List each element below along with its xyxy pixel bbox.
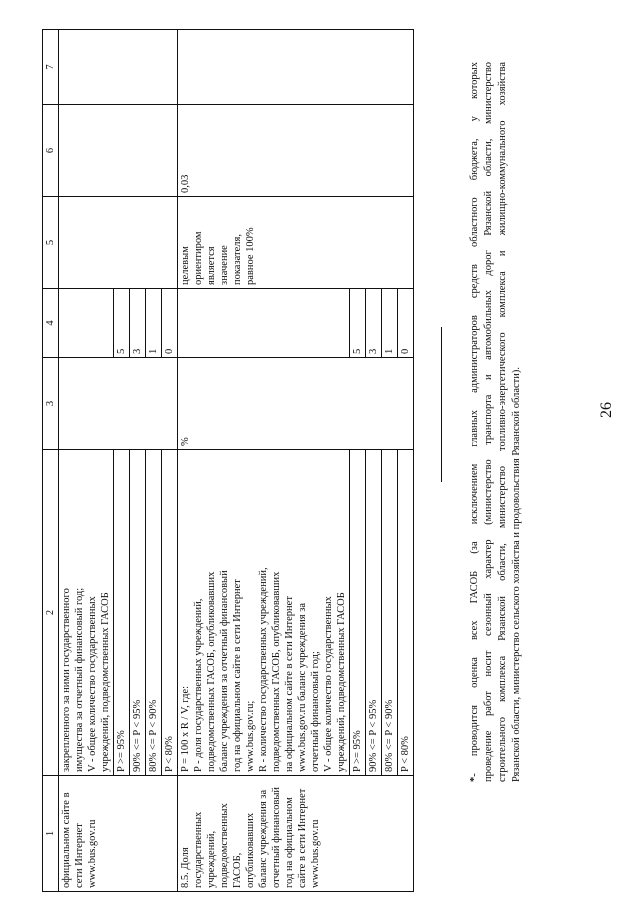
header-col-2: 2 xyxy=(43,450,59,776)
footnote-divider xyxy=(441,327,442,482)
header-col-1: 1 xyxy=(43,776,59,892)
formula-line: имущества за отчетный финансовый год; xyxy=(74,587,85,772)
indicator-name-line: 8.5. Доля xyxy=(180,847,191,888)
formula-line: V - общее количество государственных xyxy=(87,596,98,772)
note-cell xyxy=(178,197,414,289)
formula-line: www.bus.gov.ru; xyxy=(245,700,256,772)
condition-cell: P >= 95% xyxy=(114,450,130,776)
formula-cell xyxy=(178,450,350,776)
indicator-name-line: подведомственных xyxy=(219,803,230,888)
indicator-name-line: ГАСОБ, xyxy=(232,852,243,888)
formula-line: отчетный финансовый год; xyxy=(310,651,321,772)
score-cell: 3 xyxy=(130,289,146,358)
score-cell: 5 xyxy=(114,289,130,358)
weight-cell: 0,03 xyxy=(178,105,414,197)
indicator-name-line: отчетный финансовый xyxy=(271,786,282,888)
condition-cell: P < 80% xyxy=(162,450,178,776)
formula-line: V - общее количество государственных xyxy=(323,596,334,772)
table-header-row xyxy=(43,30,59,892)
formula-line: P = 100 x R / V, где: xyxy=(180,685,191,772)
indicator-name-line: официальном сайте в xyxy=(61,792,72,888)
note-line: является xyxy=(206,246,217,285)
table-row xyxy=(178,30,350,892)
indicator-name-line: сайте в сети Интернет xyxy=(297,788,308,888)
footnote-line: проведение работ носит сезонный характер (министерство транспорта и автомобильных дорог Рязанской области, министерство xyxy=(483,62,494,782)
page-number: 26 xyxy=(598,402,615,418)
rotated-page-content xyxy=(42,32,600,892)
formula-line: подведомственных ГАСОБ, опубликовавших xyxy=(206,571,217,772)
indicator-name-cell xyxy=(178,776,414,892)
col7-cell xyxy=(59,30,178,105)
note-line: значение xyxy=(219,245,230,285)
formula-line: R - количество государственных учреждений, xyxy=(258,567,269,772)
note-cell xyxy=(59,197,178,289)
footnote-text: - проводится оценка всех ГАСОБ (за исключением главных администраторов средств областного бюджета, у которых xyxy=(469,62,480,777)
criteria-table xyxy=(42,29,414,892)
score-cell: 5 xyxy=(350,289,366,358)
formula-line: на официальном сайте в сети Интернет xyxy=(284,596,295,772)
header-col-6: 6 xyxy=(43,105,59,197)
formula-line: учреждений, подведомственных ГАСОБ xyxy=(100,592,111,772)
header-col-3: 3 xyxy=(43,358,59,450)
condition-cell: P < 80% xyxy=(398,450,414,776)
score-cell: 0 xyxy=(162,289,178,358)
col7-cell xyxy=(178,30,414,105)
score-cell xyxy=(59,289,114,358)
formula-cell xyxy=(59,450,114,776)
footnote-line: строительного комплекса Рязанской области, министерство топливно-энергетического комплекса и жилищно-коммунального хозяйства xyxy=(497,62,508,782)
formula-line: подведомственных ГАСОБ, опубликовавших xyxy=(271,571,282,772)
footnote-line: Рязанской области, министерство сельского хозяйства и продовольствия Рязанской области). xyxy=(511,367,522,782)
indicator-name-line: сети Интернет xyxy=(74,823,85,888)
condition-cell: 90% <= P < 95% xyxy=(366,450,382,776)
note-line: показателя, xyxy=(232,234,243,285)
indicator-name-line: год на официальном xyxy=(284,797,295,888)
indicator-name-cell xyxy=(59,776,178,892)
indicator-name-line: государственных xyxy=(193,811,204,888)
score-cell xyxy=(178,289,350,358)
condition-cell: P >= 95% xyxy=(350,450,366,776)
table-row xyxy=(59,30,114,892)
indicator-name-line: www.bus.gov.ru xyxy=(87,819,98,888)
unit-cell xyxy=(59,358,178,450)
score-cell: 0 xyxy=(398,289,414,358)
condition-cell: 80% <= P < 90% xyxy=(382,450,398,776)
note-line: целевым xyxy=(180,246,191,285)
score-cell: 3 xyxy=(366,289,382,358)
indicator-name-line: баланс учреждения за xyxy=(258,789,269,888)
footnote-line xyxy=(468,62,482,782)
note-line: равное 100% xyxy=(245,227,256,285)
unit-cell: % xyxy=(178,358,414,450)
score-cell: 1 xyxy=(146,289,162,358)
condition-cell: 80% <= P < 90% xyxy=(146,450,162,776)
formula-line: учреждений, подведомственных ГАСОБ xyxy=(336,592,347,772)
formula-line: закрепленного за ними государственного xyxy=(61,588,72,772)
indicator-name-line: опубликовавших xyxy=(245,812,256,888)
formula-line: www.bus.gov.ru баланс учреждения за xyxy=(297,602,308,772)
note-line: ориентиром xyxy=(193,231,204,285)
formula-line: баланс учреждения за отчетный финансовый xyxy=(219,570,230,772)
indicator-name-line: учреждений, xyxy=(206,830,217,888)
formula-line: P - доля государственных учреждений, xyxy=(193,598,204,772)
header-col-7: 7 xyxy=(43,30,59,105)
indicator-name-line: www.bus.gov.ru xyxy=(310,819,321,888)
weight-cell xyxy=(59,105,178,197)
header-col-4: 4 xyxy=(43,289,59,358)
header-col-5: 5 xyxy=(43,197,59,289)
condition-cell: 90% <= P < 95% xyxy=(130,450,146,776)
footnote-marker: * xyxy=(469,776,480,782)
footnote xyxy=(468,62,524,782)
score-cell: 1 xyxy=(382,289,398,358)
formula-line: год на официальном сайте в сети Интернет xyxy=(232,579,243,772)
